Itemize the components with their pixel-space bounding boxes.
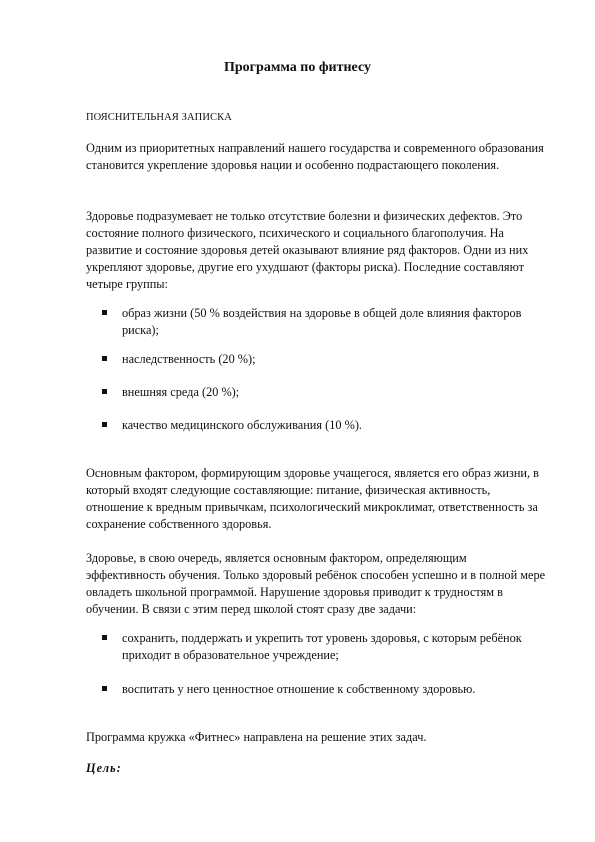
square-bullet-icon bbox=[102, 686, 107, 691]
paragraph-program-purpose: Программа кружка «Фитнес» направлена на решение этих задач. bbox=[86, 730, 427, 744]
paragraph-health-definition: Здоровье подразумевает не только отсутствие болезни и физических дефектов. Это состояние полного физического, психического и социального благополучия. На развитие и состояние здоровья детей оказывают влияние ряд факторов. Одни из них укрепляют здоровье, другие его ухудшают (факторы риска). Последние составляют четыре группы: bbox=[86, 209, 529, 291]
list-item-text: образ жизни (50 % воздействия на здоровье в общей доле влияния факторов риска); bbox=[122, 306, 522, 337]
square-bullet-icon bbox=[102, 422, 107, 427]
square-bullet-icon bbox=[102, 310, 107, 315]
paragraph-learning: Здоровье, в свою очередь, является основным фактором, определяющим эффективность обучения. Только здоровый ребёнок способен успешно и в полной мере овладеть школьной программой. Нарушение здоровья приводит к трудностям в обучении. В связи с этим перед школой стоят сразу две задачи: bbox=[86, 551, 546, 616]
paragraph-lifestyle: Основным фактором, формирующим здоровье учащегося, является его образ жизни, в который входят следующие составляющие: питание, физическая активность, отношение к вредным привычкам, психологический микроклимат, ответственность за сохранение собственного здоровья. bbox=[86, 466, 539, 531]
list-item-text: воспитать у него ценностное отношение к собственному здоровью. bbox=[122, 682, 476, 696]
section-heading: ПОЯСНИТЕЛЬНАЯ ЗАПИСКА bbox=[86, 112, 232, 123]
list-item-text: наследственность (20 %); bbox=[122, 352, 256, 366]
document-title: Программа по фитнесу bbox=[224, 60, 371, 75]
square-bullet-icon bbox=[102, 356, 107, 361]
list-item-text: сохранить, поддержать и укрепить тот уровень здоровья, с которым ребёнок приходит в образовательное учреждение; bbox=[122, 631, 522, 662]
list-item-text: внешняя среда (20 %); bbox=[122, 385, 240, 399]
square-bullet-icon bbox=[102, 635, 107, 640]
square-bullet-icon bbox=[102, 389, 107, 394]
goal-heading: Цель: bbox=[86, 761, 122, 775]
paragraph-intro: Одним из приоритетных направлений нашего государства и современного образования становится укрепление здоровья нации и особенно подрастающего поколения. bbox=[86, 141, 544, 172]
list-item-text: качество медицинского обслуживания (10 %). bbox=[122, 418, 362, 432]
